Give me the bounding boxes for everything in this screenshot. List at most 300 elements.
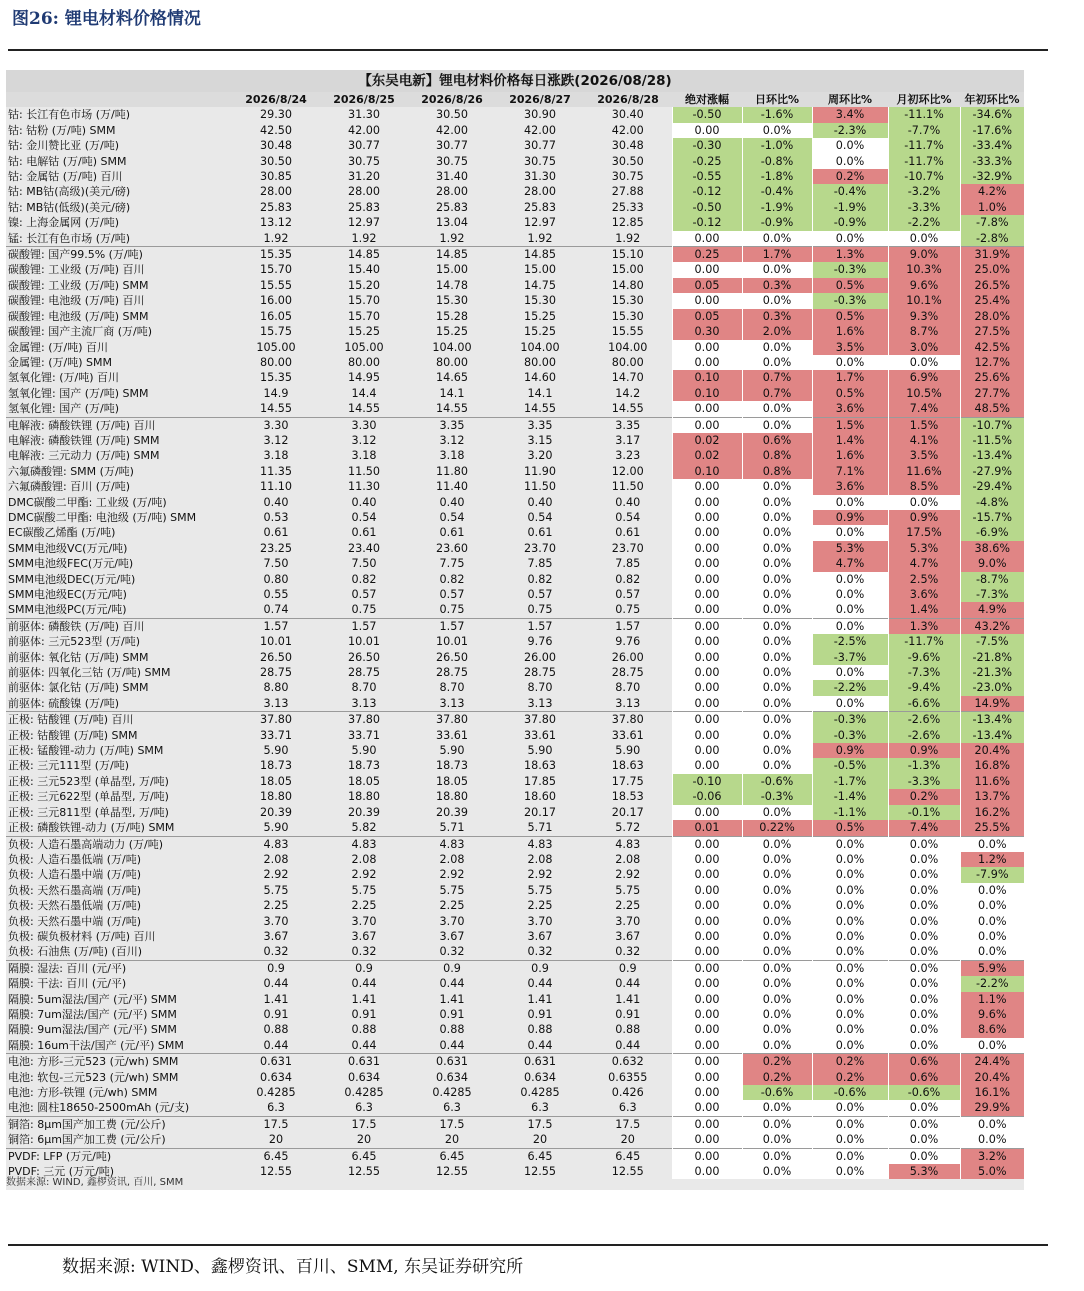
row-label: 钴: 长江有色市场 (万/吨) [8,108,130,122]
price-cell: 2.25 [439,899,465,913]
price-cell: 3.70 [263,914,289,928]
row-label: 钴: 金川赞比亚 (万/吨) [8,139,119,153]
price-cell: 18.05 [259,774,293,788]
price-cell: 3.15 [527,433,553,447]
price-cell: 0.44 [351,1038,377,1052]
change-cell: -1.0% [742,138,812,153]
price-cell: 14.4 [351,386,377,400]
price-cell: 2.92 [351,868,377,882]
change-cell: 5.0% [960,1164,1024,1179]
table-row [6,370,1024,385]
change-cell: 0.0% [812,883,888,898]
change-cell: 13.7% [960,789,1024,804]
change-cell: -7.9% [960,867,1024,882]
change-cell: 0.00 [672,712,742,728]
price-cell: 15.30 [435,294,469,308]
change-cell: -6.6% [888,696,960,712]
price-cell: 0.61 [351,526,377,540]
row-label: 碳酸锂: 国产主流厂商 (万/吨) [8,325,152,339]
price-cell: 0.40 [439,495,465,509]
change-cell: 0.8% [742,464,812,479]
price-cell: 5.75 [615,883,641,897]
row-label: 碳酸锂: 工业级 (万/吨) 百川 [8,263,145,277]
price-cell: 15.40 [347,263,381,277]
change-cell: 5.9% [960,960,1024,976]
change-cell: 43.2% [960,618,1024,634]
price-cell: 3.67 [615,929,641,943]
change-cell: 0.00 [672,929,742,944]
row-label: 电解液: 磷酸铁锂 (万/吨) 百川 [6,417,232,433]
change-cell: -11.7% [888,138,960,153]
table-row [6,231,1024,247]
price-cell: 0.4285 [520,1086,560,1099]
price-cell: 1.41 [527,992,553,1006]
price-cell: 0.631 [408,1054,496,1070]
row-label: 正极: 钴酸锂 (万/吨) 百川 [6,712,232,728]
change-cell: -3.3% [888,200,960,215]
change-cell: 0.0% [742,401,812,417]
row-label: 铜箔: 6μm国产加工费 (元/公斤) [8,1133,166,1147]
price-cell: 1.92 [527,231,553,245]
change-cell: 0.00 [672,495,742,510]
price-cell: 0.632 [584,1054,672,1070]
price-cell: 37.80 [584,712,672,728]
change-cell: -7.8% [960,215,1024,230]
price-cell: 12.85 [611,216,644,230]
row-label: 负极: 天然石墨中端 (万/吨) [8,914,141,928]
price-cell: 0.91 [615,1007,641,1021]
price-cell: 15.25 [523,325,557,339]
change-cell: -0.10 [672,774,742,789]
table-row [6,758,1024,773]
row-label: DMC碳酸二甲酯: 电池级 (万/吨) SMM [8,510,197,524]
change-cell: 0.30 [672,324,742,339]
price-cell: 28.75 [435,666,469,680]
price-cell: 20.17 [611,805,644,819]
change-cell: 0.6% [888,1070,960,1085]
table-row [6,1132,1024,1148]
change-cell: 0.0% [888,944,960,960]
change-cell: 0.0% [742,231,812,247]
change-cell: 0.0% [812,572,888,587]
change-cell: -10.7% [960,417,1024,433]
change-cell: 8.6% [960,1022,1024,1037]
change-cell: 0.0% [812,992,888,1007]
change-cell: -0.3% [812,293,888,308]
change-cell: -1.9% [742,200,812,215]
price-cell: 33.61 [435,728,469,742]
price-cell: 12.55 [259,1165,293,1179]
change-cell: 0.00 [672,743,742,758]
row-label: 前驱体: 氯化钴 (万/吨) SMM [8,681,149,695]
table-row [6,618,1024,634]
change-cell: 25.6% [960,370,1024,385]
price-cell: 25.83 [523,200,557,214]
change-cell: -23.0% [960,680,1024,695]
row-label: 隔膜: 16um干法/国产 (元/平) SMM [8,1038,184,1052]
row-label: 碳酸锂: 工业级 (万/吨) SMM [8,278,149,292]
price-cell: 37.80 [232,712,320,728]
price-cell: 0.57 [439,588,465,601]
change-cell: 1.6% [812,324,888,339]
change-cell: -9.4% [888,680,960,695]
price-cell: 18.80 [259,790,293,804]
change-cell: 0.0% [742,650,812,665]
change-cell: 0.0% [742,123,812,138]
price-cell: 42.00 [435,123,469,137]
price-cell: 15.30 [523,294,557,308]
price-cell: 2.25 [351,899,377,913]
price-cell: 18.60 [523,790,557,804]
change-cell: 28.0% [960,309,1024,324]
change-cell: 16.2% [960,805,1024,820]
table-row [6,262,1024,277]
change-cell: 0.0% [742,1022,812,1037]
price-cell: 0.91 [263,1007,289,1021]
price-cell: 11.50 [611,480,644,494]
change-cell: 10.1% [888,293,960,308]
change-cell: 0.00 [672,1100,742,1116]
change-cell: 0.00 [672,123,742,138]
row-label: 负极: 人造石墨低端 (万/吨) [8,852,141,866]
row-label: 电池: 圆柱18650-2500mAh (元/支) [8,1101,190,1115]
price-cell: 25.83 [435,200,469,214]
price-cell: 4.83 [584,836,672,852]
change-cell: 4.9% [960,602,1024,618]
table-row [6,728,1024,743]
price-cell: 30.40 [611,108,644,122]
change-cell: 9.3% [888,309,960,324]
price-cell: 15.75 [259,325,293,339]
price-cell: 3.70 [439,914,465,928]
table-row [6,541,1024,556]
price-cell: 12.55 [523,1165,557,1179]
change-cell: 0.0% [742,680,812,695]
price-cell: 25.83 [347,200,381,214]
price-cell: 14.70 [611,371,644,385]
price-cell: 20 [444,1133,460,1147]
price-cell: 11.35 [259,464,293,478]
change-cell: 25.4% [960,293,1024,308]
price-cell: 12.55 [435,1165,469,1179]
price-cell: 0.9 [584,960,672,976]
price-cell: 10.01 [259,635,293,649]
change-cell: 0.0% [812,1007,888,1022]
price-cell: 26.50 [435,650,469,664]
price-cell: 17.5 [584,1116,672,1132]
price-cell: 0.88 [351,1023,377,1037]
row-label: 氢氧化锂: 国产 (万/吨) [8,402,119,416]
price-cell: 30.75 [347,154,381,168]
change-cell: -10.7% [888,169,960,184]
price-cell: 105.00 [256,340,296,354]
change-cell: 0.5% [812,278,888,293]
price-cell: 0.74 [263,603,289,617]
table-row [6,1038,1024,1054]
change-cell: 0.0% [742,293,812,308]
table-row [6,324,1024,339]
row-label: 正极: 三元523型 (单晶型, 万/吨) [8,774,169,788]
price-cell: 0.634 [523,1070,557,1084]
price-table-panel [6,70,1024,1190]
change-cell: 0.00 [672,805,742,820]
price-cell: 33.61 [523,728,557,742]
change-cell: -1.6% [742,107,812,122]
change-cell: 0.0% [812,1148,888,1164]
change-cell: 16.8% [960,758,1024,773]
change-cell: 0.0% [888,976,960,991]
price-cell: 14.9 [263,386,289,400]
price-cell: 23.70 [611,541,644,555]
price-cell: 4.83 [232,836,320,852]
price-cell: 2.92 [615,868,641,882]
price-cell: 23.25 [259,541,293,555]
price-cell: 18.80 [435,790,469,804]
row-label: 电解液: 磷酸铁锂 (万/吨) SMM [8,433,160,447]
price-cell: 30.75 [611,170,644,184]
price-cell: 1.57 [232,618,320,634]
change-cell: -27.9% [960,464,1024,479]
change-cell: 8.7% [888,324,960,339]
price-cell: 0.4285 [432,1086,472,1099]
change-cell: 0.10 [672,386,742,401]
change-cell: 0.0% [960,883,1024,898]
price-cell: 15.25 [435,325,469,339]
change-cell: 0.00 [672,1022,742,1037]
price-cell: 28.00 [523,185,557,199]
price-cell: 3.67 [527,929,553,943]
change-cell: 0.2% [812,1054,888,1070]
change-cell: 14.9% [960,696,1024,712]
price-cell: 28.00 [435,185,469,199]
change-cell: 0.00 [672,680,742,695]
change-cell: 10.5% [888,386,960,401]
row-label: PVDF: LFP (万元/吨) [6,1148,232,1164]
price-cell: 6.3 [618,1101,637,1115]
price-cell: 3.35 [496,417,584,433]
change-cell: -9.6% [888,650,960,665]
change-cell: -7.3% [960,587,1024,602]
price-cell: 15.00 [611,263,644,277]
price-cell: 11.90 [523,464,557,478]
price-cell: 3.67 [263,929,289,943]
price-cell: 10.01 [347,635,381,649]
price-cell: 33.71 [259,728,293,742]
change-cell: 0.0% [812,929,888,944]
row-label: 负极: 人造石墨中端 (万/吨) [8,868,141,882]
price-cell: 3.30 [232,417,320,433]
price-cell: 5.71 [527,821,553,835]
change-cell: 0.00 [672,665,742,680]
price-cell: 0.32 [263,945,289,959]
header-col-3: 2026/8/26 [408,92,496,107]
price-cell: 30.75 [523,154,557,168]
change-cell: 0.0% [888,898,960,913]
price-cell: 1.41 [263,992,289,1006]
price-cell: 11.10 [259,480,293,494]
change-cell: -4.8% [960,495,1024,510]
table-row [6,123,1024,138]
change-cell: 4.7% [888,556,960,571]
price-cell: 0.55 [263,588,289,601]
row-label: 碳酸锂: 电池级 (万/吨) SMM [8,309,149,323]
table-source-note: 数据来源: WIND, 鑫椤资讯, 百川, SMM [6,1177,184,1188]
row-label: 隔膜: 湿法: 百川 (元/平) [6,960,232,976]
price-cell: 3.35 [408,417,496,433]
row-label: SMM电池级FEC(万元/吨) [8,557,134,571]
price-cell: 28.00 [259,185,293,199]
change-cell: -2.2% [960,976,1024,991]
price-cell: 29.30 [259,108,293,122]
change-cell: 5.3% [888,1164,960,1179]
price-cell: 15.28 [435,309,469,323]
change-cell: 0.2% [888,789,960,804]
change-cell: 0.0% [742,355,812,370]
change-cell: -2.2% [888,215,960,230]
price-cell: 5.75 [439,883,465,897]
table-row [6,1007,1024,1022]
change-cell: 0.00 [672,883,742,898]
price-cell: 0.9 [408,960,496,976]
change-cell: 0.00 [672,650,742,665]
price-cell: 3.13 [527,696,553,710]
price-cell: 28.75 [347,666,381,680]
price-cell: 15.10 [584,247,672,263]
table-row [6,355,1024,370]
change-cell: 0.0% [812,618,888,634]
price-cell: 1.57 [496,618,584,634]
change-cell: 0.0% [888,495,960,510]
change-cell: 0.0% [742,665,812,680]
price-cell: 0.631 [496,1054,584,1070]
change-cell: 0.22% [742,820,812,836]
change-cell: 4.1% [888,433,960,448]
change-cell: 4.7% [812,556,888,571]
price-cell: 5.90 [615,744,641,758]
price-cell: 0.32 [351,945,377,959]
price-cell: 6.3 [531,1101,549,1115]
change-cell: 5.3% [888,541,960,556]
price-cell: 25.33 [611,200,644,214]
price-cell: 3.12 [263,433,289,447]
change-cell: -0.12 [672,184,742,199]
row-label: 正极: 磷酸铁锂-动力 (万/吨) SMM [8,821,175,835]
price-cell: 18.73 [347,759,381,773]
price-cell: 0.634 [347,1070,381,1084]
change-cell: -0.9% [742,215,812,230]
price-cell: 26.00 [611,650,644,664]
price-cell: 27.88 [611,185,644,199]
change-cell: 0.0% [812,944,888,960]
change-cell: 0.05 [672,278,742,293]
table-row [6,665,1024,680]
table-row [6,184,1024,199]
change-cell: -0.6% [742,1085,812,1100]
change-cell: 0.0% [742,417,812,433]
table-row [6,309,1024,324]
price-cell: 14.80 [611,278,644,292]
change-cell: 0.0% [812,976,888,991]
change-cell: 0.0% [888,1148,960,1164]
row-label: 锰: 长江有色市场 (万/吨) [8,231,130,245]
price-cell: 3.13 [351,696,377,710]
row-label: 镍: 上海金属网 (万/吨) [8,216,119,230]
price-cell: 5.90 [263,744,289,758]
price-cell: 0.57 [351,588,377,601]
price-cell: 6.45 [584,1148,672,1164]
change-cell: 0.0% [812,867,888,882]
row-label: 电池: 方形-铁锂 (元/wh) SMM [8,1086,158,1099]
change-cell: 0.0% [742,898,812,913]
price-cell: 2.25 [615,899,641,913]
row-label: DMC碳酸二甲酯: 工业级 (万/吨) [8,495,167,509]
change-cell: 1.0% [960,200,1024,215]
change-cell: -7.3% [888,665,960,680]
table-body [6,107,1024,1179]
price-cell: 17.5 [408,1116,496,1132]
row-label: 金属锂: (万/吨) SMM [8,355,112,369]
price-cell: 2.08 [615,852,641,866]
change-cell: 26.5% [960,278,1024,293]
row-label: 正极: 钴酸锂 (万/吨) SMM [8,728,138,742]
price-cell: 15.30 [611,309,644,323]
change-cell: 0.00 [672,262,742,277]
price-cell: 0.88 [527,1023,553,1037]
change-cell: 0.00 [672,944,742,960]
header-col-4: 2026/8/27 [496,92,584,107]
change-cell: -0.8% [742,154,812,169]
change-cell: -0.50 [672,107,742,122]
table-row [6,386,1024,401]
table-row [6,1100,1024,1116]
change-cell: 0.0% [960,898,1024,913]
price-cell: 0.40 [351,495,377,509]
change-cell: 0.10 [672,370,742,385]
price-cell: 1.92 [351,231,377,245]
change-cell: -0.12 [672,215,742,230]
change-cell: 0.3% [742,278,812,293]
row-label: 负极: 天然石墨低端 (万/吨) [8,899,141,913]
price-cell: 0.44 [263,1038,289,1052]
table-row [6,944,1024,960]
price-cell: 3.13 [439,696,465,710]
change-cell: 0.00 [672,293,742,308]
row-label: 钴: MB钴(低级)(美元/磅) [8,200,131,214]
price-cell: 17.5 [496,1116,584,1132]
change-cell: 0.7% [742,386,812,401]
change-cell: 0.0% [742,728,812,743]
change-cell: 7.4% [888,820,960,836]
table-row [6,883,1024,898]
change-cell: -2.6% [888,728,960,743]
price-cell: 14.55 [435,402,469,416]
change-cell: 0.0% [742,1116,812,1132]
price-cell: 8.70 [527,681,553,695]
table-row [6,433,1024,448]
price-cell: 3.13 [615,696,641,710]
price-cell: 3.18 [263,449,289,463]
row-label: 正极: 三元811型 (单晶型, 万/吨) [8,805,169,819]
row-label: 电解液: 三元动力 (万/吨) SMM [8,449,160,463]
change-cell: 9.6% [960,1007,1024,1022]
price-cell: 18.73 [259,759,293,773]
price-cell: 14.78 [435,278,469,292]
price-cell: 7.85 [527,557,553,571]
change-cell: 0.0% [742,587,812,602]
change-cell: 42.5% [960,340,1024,355]
price-cell: 12.00 [611,464,644,478]
price-cell: 42.00 [611,123,644,137]
